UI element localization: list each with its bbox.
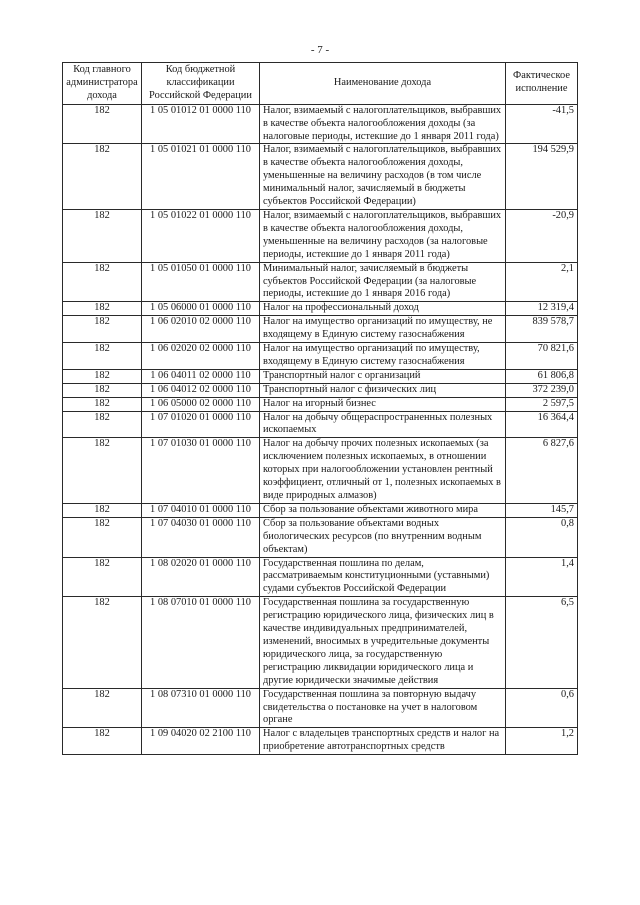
cell-budget-code: 1 06 02020 02 0000 110 (142, 343, 260, 370)
table-row (63, 688, 578, 728)
table-row (63, 728, 578, 755)
cell-income-name: Налог на профессиональный доход (260, 302, 506, 316)
cell-budget-code: 1 06 05000 02 0000 110 (142, 397, 260, 411)
table-row (63, 316, 578, 343)
cell-admin-code: 182 (63, 411, 142, 438)
cell-income-name: Налог, взимаемый с налогоплательщиков, выбравших в качестве объекта налогообложения доходы (за налоговые периоды, истекшие до 1 января 2011 года) (260, 104, 506, 144)
cell-budget-code: 1 08 07010 01 0000 110 (142, 597, 260, 688)
cell-admin-code: 182 (63, 728, 142, 755)
cell-budget-code: 1 07 01030 01 0000 110 (142, 438, 260, 504)
cell-actual-value: 2 597,5 (506, 397, 578, 411)
cell-admin-code: 182 (63, 517, 142, 557)
table-row (63, 262, 578, 302)
cell-admin-code: 182 (63, 316, 142, 343)
table-header-row (63, 63, 578, 105)
table-row (63, 343, 578, 370)
page-number: - 7 - (310, 44, 330, 56)
table-row (63, 104, 578, 144)
cell-income-name: Налог, взимаемый с налогоплательщиков, выбравших в качестве объекта налогообложения доходы, уменьшенные на величину расходов (в том числе минимальный налог, зачисляемый в бюджеты субъектов Российской Федерации) (260, 144, 506, 210)
cell-budget-code: 1 09 04020 02 2100 110 (142, 728, 260, 755)
cell-budget-code: 1 05 01050 01 0000 110 (142, 262, 260, 302)
cell-income-name: Государственная пошлина за повторную выдачу свидетельства о постановке на учет в налоговом органе (260, 688, 506, 728)
cell-income-name: Транспортный налог с организаций (260, 369, 506, 383)
cell-actual-value: 1,2 (506, 728, 578, 755)
income-table (62, 62, 578, 755)
cell-income-name: Транспортный налог с физических лиц (260, 383, 506, 397)
header-actual: Фактическое исполнение (506, 63, 578, 105)
cell-actual-value: 16 364,4 (506, 411, 578, 438)
cell-actual-value: 12 319,4 (506, 302, 578, 316)
cell-income-name: Налог на игорный бизнес (260, 397, 506, 411)
table-row (63, 411, 578, 438)
cell-budget-code: 1 05 01022 01 0000 110 (142, 209, 260, 262)
cell-income-name: Минимальный налог, зачисляемый в бюджеты субъектов Российской Федерации (за налоговые периоды, истекшие до 1 января 2016 года) (260, 262, 506, 302)
cell-actual-value: 6 827,6 (506, 438, 578, 504)
cell-income-name: Государственная пошлина за государственную регистрацию юридического лица, физических лиц в качестве индивидуальных предпринимателей, изменений, вносимых в учредительные документы юридического лица, за государственную регистрацию ликвидации юридического лица и другие юридически значимые действия (260, 597, 506, 688)
table-row (63, 369, 578, 383)
table-row (63, 557, 578, 597)
cell-actual-value: 2,1 (506, 262, 578, 302)
cell-admin-code: 182 (63, 383, 142, 397)
table-row (63, 383, 578, 397)
cell-admin-code: 182 (63, 302, 142, 316)
table-row (63, 438, 578, 504)
cell-budget-code: 1 06 02010 02 0000 110 (142, 316, 260, 343)
cell-budget-code: 1 06 04012 02 0000 110 (142, 383, 260, 397)
cell-income-name: Сбор за пользование объектами животного мира (260, 503, 506, 517)
cell-admin-code: 182 (63, 369, 142, 383)
cell-admin-code: 182 (63, 144, 142, 210)
cell-budget-code: 1 07 04010 01 0000 110 (142, 503, 260, 517)
table-row (63, 144, 578, 210)
cell-income-name: Налог на имущество организаций по имуществу, не входящему в Единую систему газоснабжения (260, 316, 506, 343)
cell-actual-value: 1,4 (506, 557, 578, 597)
cell-admin-code: 182 (63, 597, 142, 688)
cell-actual-value: 0,8 (506, 517, 578, 557)
cell-admin-code: 182 (63, 438, 142, 504)
table-body (63, 104, 578, 754)
cell-actual-value: 839 578,7 (506, 316, 578, 343)
cell-income-name: Налог с владельцев транспортных средств и налог на приобретение автотранспортных средств (260, 728, 506, 755)
cell-budget-code: 1 05 06000 01 0000 110 (142, 302, 260, 316)
cell-actual-value: 61 806,8 (506, 369, 578, 383)
cell-actual-value: -41,5 (506, 104, 578, 144)
cell-income-name: Сбор за пользование объектами водных биологических ресурсов (по внутренним водным объектам) (260, 517, 506, 557)
cell-actual-value: 145,7 (506, 503, 578, 517)
cell-budget-code: 1 08 07310 01 0000 110 (142, 688, 260, 728)
cell-income-name: Налог на добычу прочих полезных ископаемых (за исключением полезных ископаемых, в отношении которых при налогообложении установлен рентный коэффициент, отличный от 1, полезных ископаемых в виде природных алмазов) (260, 438, 506, 504)
cell-actual-value: 0,6 (506, 688, 578, 728)
cell-budget-code: 1 07 04030 01 0000 110 (142, 517, 260, 557)
cell-income-name: Налог на добычу общераспространенных полезных ископаемых (260, 411, 506, 438)
cell-actual-value: 6,5 (506, 597, 578, 688)
table-row (63, 397, 578, 411)
cell-admin-code: 182 (63, 688, 142, 728)
cell-admin-code: 182 (63, 397, 142, 411)
cell-admin-code: 182 (63, 262, 142, 302)
cell-budget-code: 1 05 01021 01 0000 110 (142, 144, 260, 210)
cell-actual-value: 194 529,9 (506, 144, 578, 210)
header-income-name: Наименование дохода (260, 63, 506, 105)
cell-admin-code: 182 (63, 209, 142, 262)
cell-admin-code: 182 (63, 343, 142, 370)
header-budget-code: Код бюджетной классификации Российской Федерации (142, 63, 260, 105)
cell-admin-code: 182 (63, 503, 142, 517)
cell-income-name: Налог, взимаемый с налогоплательщиков, выбравших в качестве объекта налогообложения доходы, уменьшенные на величину расходов (за налоговые периоды, истекшие до 1 января 2011 года) (260, 209, 506, 262)
cell-actual-value: 70 821,6 (506, 343, 578, 370)
cell-budget-code: 1 08 02020 01 0000 110 (142, 557, 260, 597)
cell-actual-value: 372 239,0 (506, 383, 578, 397)
table-row (63, 597, 578, 688)
table-row (63, 517, 578, 557)
cell-admin-code: 182 (63, 104, 142, 144)
cell-budget-code: 1 05 01012 01 0000 110 (142, 104, 260, 144)
cell-income-name: Государственная пошлина по делам, рассматриваемым конституционными (уставными) судами субъектов Российской Федерации (260, 557, 506, 597)
table-row (63, 503, 578, 517)
cell-admin-code: 182 (63, 557, 142, 597)
cell-actual-value: -20,9 (506, 209, 578, 262)
header-admin-code: Код главного администратора дохода (63, 63, 142, 105)
cell-income-name: Налог на имущество организаций по имуществу, входящему в Единую систему газоснабжения (260, 343, 506, 370)
cell-budget-code: 1 06 04011 02 0000 110 (142, 369, 260, 383)
table-row (63, 302, 578, 316)
cell-budget-code: 1 07 01020 01 0000 110 (142, 411, 260, 438)
table-row (63, 209, 578, 262)
